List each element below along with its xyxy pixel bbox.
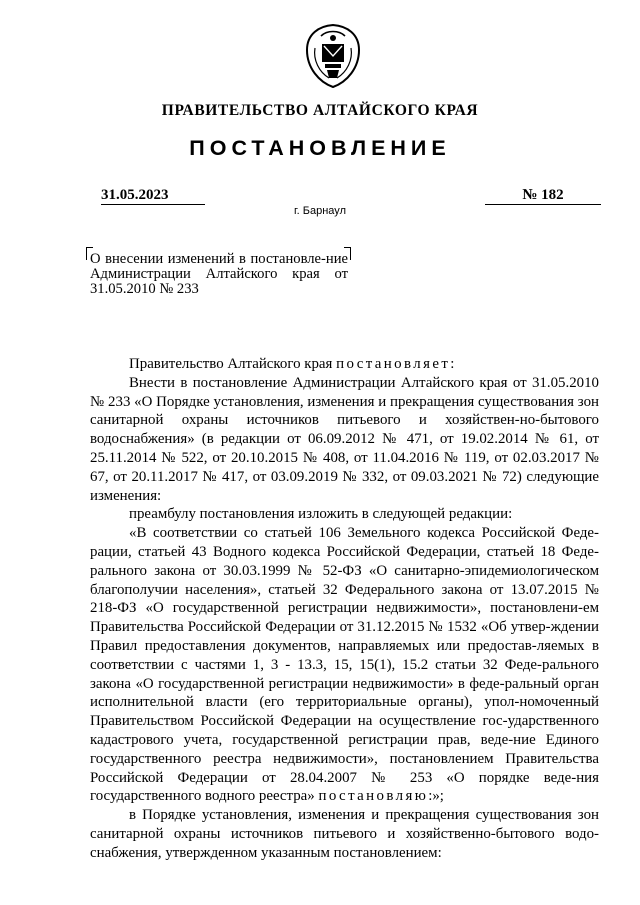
paragraph-preamble-instruction: преамбулу постановления изложить в следующей редакции: [129, 506, 513, 523]
document-subject: О внесении изменений в постановле-ние Администрации Алтайского края от 31.05.2010 № 233 [90, 251, 348, 297]
organization-name: ПРАВИТЕЛЬСТВО АЛТАЙСКОГО КРАЯ [161, 102, 479, 119]
paragraph-preamble-text: «В соответствии со статьей 106 Земельного кодекса Российской Феде-рации, статьей 43 Водного кодекса Российской Федерации, статьей 18 Феде-рального закона от 30.03.1999 № 52-ФЗ «О санитарно-эпидемиологическом благополучии населения», статьей 32 Федерального закона от 13.07.2015 № 218-ФЗ «О государственной регистрации недвижимости», постановлени-ем Правительства Российской Федерации от 31.12.2015 № 1532 «Об утвер-ждении Правил предоставления документов, направляемых или предостав-ляемых в соответствии с частями 1, 3 - 13.3, 15, 15(1), 15.2 статьи 32 Феде-рального закона «О государственной регистрации недвижимости» в феде-ральный орган исполнительной власти (его территориальные органы), упол-номоченный Правительством Российской Федерации на осуществление гос-ударственного кадастрового учета, государственной регистрации прав, веде-ние Единого государственного реестра недвижимости», постановлением Правительства Российской Федерации от 28.04.2007 № 253 «О порядке веде-ния государственного водного реестра» постановляю:»; [90, 525, 599, 805]
city-name: г. Барнаул [294, 205, 346, 217]
paragraph-amendment: Внести в постановление Администрации Алтайского края от 31.05.2010 № 233 «О Порядке установления, изменения и прекращения существования зон санитарной охраны источников питьевого и хозяйствен-но-бытового водоснабжения» (в редакции от 06.09.2012 № 471, от 19.02.2014 № 61, от 25.11.2014 № 522, от 20.10.2015 № 408, от 11.04.2016 № 119, от 02.03.2017 № 67, от 20.11.2017 № 417, от 03.09.2019 № 332, от 09.03.2021 № 72) следующие изменения: [90, 374, 599, 504]
document-body [90, 355, 599, 863]
document-number: № 182 [485, 186, 601, 205]
paragraph-procedure: в Порядке установления, изменения и прекращения существования зон санитарной охраны источников питьевого и хозяйственно-бытового водо-снабжения, утвержденном указанным постановлением: [90, 807, 599, 861]
document-type-title: ПОСТАНОВЛЕНИЕ [189, 136, 451, 160]
altai-krai-coat-of-arms-icon [301, 22, 365, 90]
paragraph-decree-intro: Правительство Алтайского края постановляет: [129, 356, 455, 372]
document-date: 31.05.2023 [101, 186, 205, 205]
